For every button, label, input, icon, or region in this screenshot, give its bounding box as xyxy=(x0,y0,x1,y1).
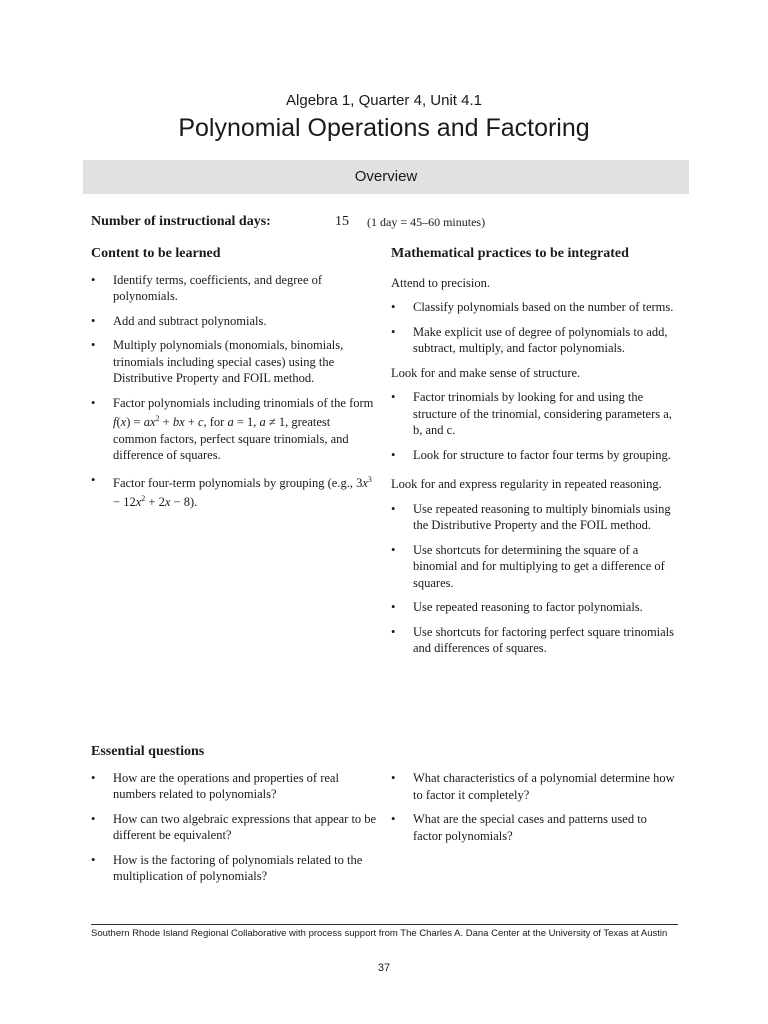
practice-intro: Look for and make sense of structure. xyxy=(391,365,581,380)
list-item: • Use shortcuts for determining the square of a binomial and for multiplying to get a difference of squares. xyxy=(391,542,677,592)
practice-intro: Look for and express regularity in repeated reasoning. xyxy=(391,477,662,491)
list-item: • Identify terms, coefficients, and degree of polynomials. xyxy=(91,272,375,305)
practices-section xyxy=(391,246,677,665)
footer-divider xyxy=(91,924,678,925)
instructional-days-row xyxy=(91,214,691,234)
list-item: • How is the factoring of polynomials related to the multiplication of polynomials? xyxy=(91,852,381,885)
footer-credit: Southern Rhode Island Regional Collaborative with process support from The Charles A. Dana Center at the University of Texas at Austin xyxy=(91,928,668,939)
unit-subtitle: Algebra 1, Quarter 4, Unit 4.1 xyxy=(286,92,482,109)
content-section xyxy=(91,246,375,519)
list-item: • Look for structure to factor four terms by grouping. xyxy=(391,447,677,464)
essential-questions-right xyxy=(391,770,677,852)
list-item: • How are the operations and properties of real numbers related to polynomials? xyxy=(91,770,381,803)
list-item: • What characteristics of a polynomial determine how to factor it completely? xyxy=(391,770,677,803)
list-item: • Use repeated reasoning to multiply binomials using the Distributive Property and the FOIL method. xyxy=(391,501,677,534)
content-list xyxy=(91,272,375,511)
page-title: Polynomial Operations and Factoring xyxy=(178,114,590,142)
essential-questions-left xyxy=(91,744,381,893)
list-item: • Make explicit use of degree of polynomials to add, subtract, multiply, and factor polynomials. xyxy=(391,324,677,357)
list-item: • What are the special cases and patterns used to factor polynomials? xyxy=(391,811,677,844)
practices-heading: Mathematical practices to be integrated xyxy=(391,246,629,261)
question-list xyxy=(391,770,677,844)
practice-list xyxy=(391,501,677,657)
essential-questions-heading: Essential questions xyxy=(91,744,205,759)
page-number: 37 xyxy=(377,962,391,974)
content-heading: Content to be learned xyxy=(91,246,221,261)
overview-banner: Overview xyxy=(83,160,689,194)
list-item: • Multiply polynomials (monomials, binomials, trinomials including special cases) using the Distributive Property and FOIL method. xyxy=(91,337,375,387)
list-item: • Factor polynomials including trinomials of the form $f(x) = ax^2$ + bx + c, for a = 1, a ≠ 1, greatest common factors, perfect square trinomials, and difference of squares. xyxy=(91,395,375,464)
list-item: • Factor four-term polynomials by grouping (e.g., $3x^3 - 12x^2 + 2x - 8$). xyxy=(91,472,375,511)
question-list xyxy=(91,770,381,885)
list-item: • Use repeated reasoning to factor polynomials. xyxy=(391,599,677,616)
list-item: • Classify polynomials based on the number of terms. xyxy=(391,299,677,316)
practice-intro: Attend to precision. xyxy=(391,275,490,290)
instructional-days-value: 15 xyxy=(335,214,349,229)
practice-list xyxy=(391,389,677,463)
list-item: • Factor trinomials by looking for and using the structure of the trinomial, considering parameters a, b, and c. xyxy=(391,389,677,439)
practice-list xyxy=(391,299,677,357)
list-item: • How can two algebraic expressions that appear to be different be equivalent? xyxy=(91,811,381,844)
list-item: • Use shortcuts for factoring perfect square trinomials and differences of squares. xyxy=(391,624,677,657)
list-item: • Add and subtract polynomials. xyxy=(91,313,375,330)
day-length-note: (1 day = 45–60 minutes) xyxy=(367,215,486,229)
instructional-days-label: Number of instructional days: xyxy=(91,214,271,229)
